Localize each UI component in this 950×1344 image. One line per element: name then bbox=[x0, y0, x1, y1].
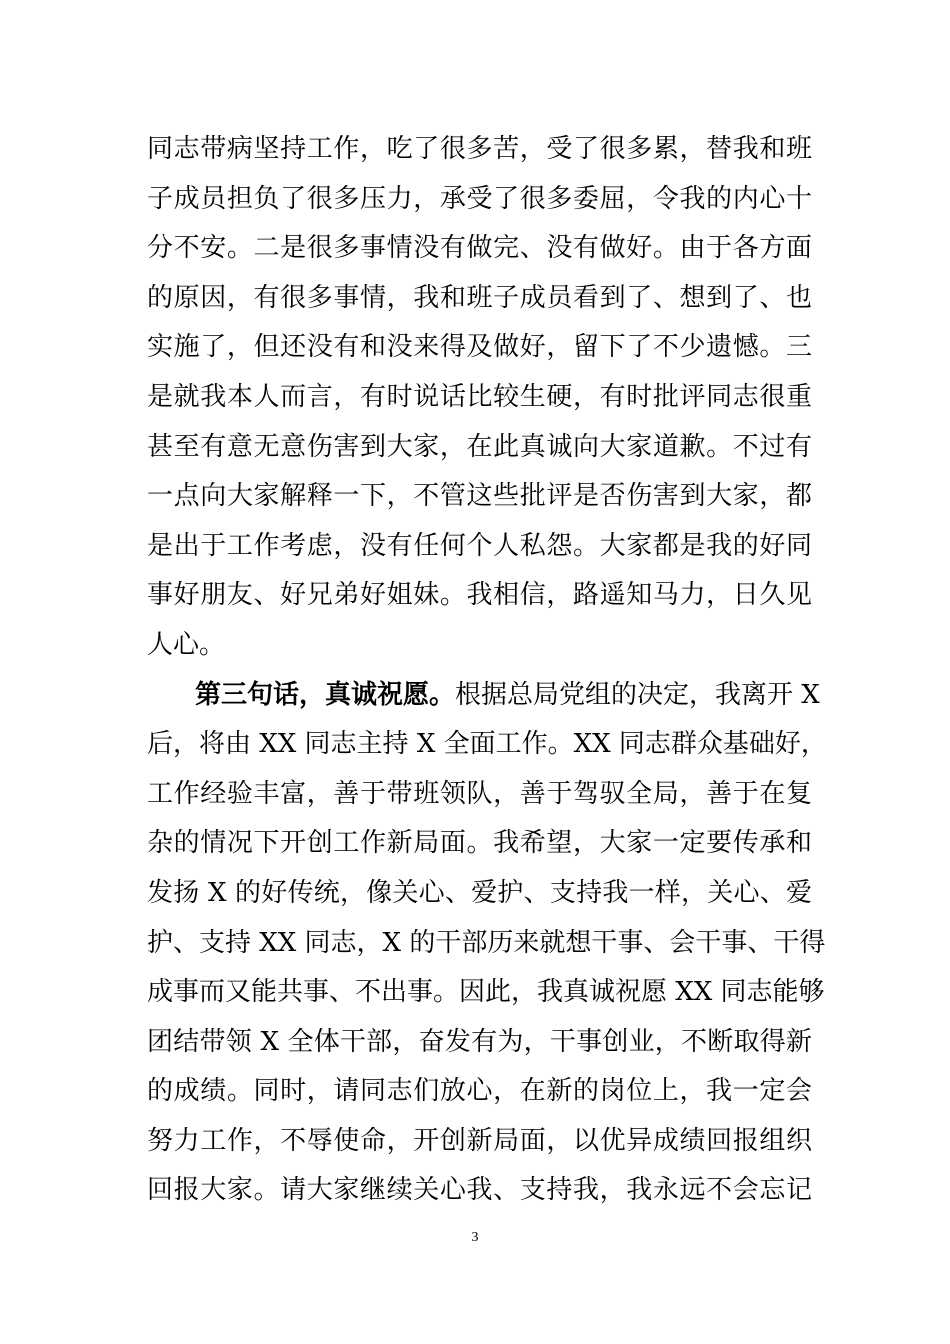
text-line: 的原因，有很多事情，我和班子成员看到了、想到了、也 bbox=[147, 282, 812, 313]
section-heading: 第三句话，真诚祝愿。 bbox=[195, 679, 456, 710]
text-line: 事好朋友、好兄弟好姐妹。我相信，路遥知马力，日久见 bbox=[147, 580, 812, 611]
text-line: 同志带病坚持工作，吃了很多苦，受了很多累，替我和班 bbox=[147, 134, 812, 164]
text-line: 的成绩。同时，请同志们放心，在新的岗位上，我一定会 bbox=[147, 1076, 812, 1107]
text-line: 是出于工作考虑，没有任何个人私怨。大家都是我的好同 bbox=[147, 530, 812, 561]
text-line: 分不安。二是很多事情没有做完、没有做好。由于各方面 bbox=[147, 233, 812, 264]
text-line: 甚至有意无意伤害到大家，在此真诚向大家道歉。不过有 bbox=[147, 431, 812, 462]
text-line: 人心。 bbox=[147, 629, 226, 660]
text-line: 是就我本人而言，有时说话比较生硬，有时批评同志很重 bbox=[147, 381, 812, 412]
text-line: 回报大家。请大家继续关心我、支持我，我永远不会忘记 bbox=[147, 1175, 812, 1206]
text-line: 杂的情况下开创工作新局面。我希望，大家一定要传承和 bbox=[147, 828, 812, 859]
text-line: 护、支持 XX 同志，X 的干部历来就想干事、会干事、干得 bbox=[147, 927, 826, 958]
text-line: 成事而又能共事、不出事。因此，我真诚祝愿 XX 同志能够 bbox=[147, 977, 825, 1008]
page-number: 3 bbox=[471, 1230, 479, 1245]
text-line: 发扬 X 的好传统，像关心、爱护、支持我一样，关心、爱 bbox=[147, 877, 812, 908]
text-line: 实施了，但还没有和没来得及做好，留下了不少遗憾。三 bbox=[147, 332, 812, 363]
text-line: 子成员担负了很多压力，承受了很多委屈，令我的内心十 bbox=[147, 183, 812, 214]
paragraph-first-line bbox=[147, 671, 820, 721]
text-line: 努力工作，不辱使命，开创新局面，以优异成绩回报组织 bbox=[147, 1125, 812, 1156]
text-line: 团结带领 X 全体干部，奋发有为，干事创业，不断取得新 bbox=[147, 1026, 812, 1057]
text-line: 后，将由 XX 同志主持 X 全面工作。XX 同志群众基础好， bbox=[147, 729, 827, 760]
text-line: 工作经验丰富，善于带班领队，善于驾驭全局，善于在复 bbox=[147, 778, 812, 809]
text-line: 一点向大家解释一下，不管这些批评是否伤害到大家，都 bbox=[147, 481, 812, 512]
body-text bbox=[147, 125, 827, 1216]
text-span: 根据总局党组的决定，我离开 X bbox=[455, 679, 820, 710]
